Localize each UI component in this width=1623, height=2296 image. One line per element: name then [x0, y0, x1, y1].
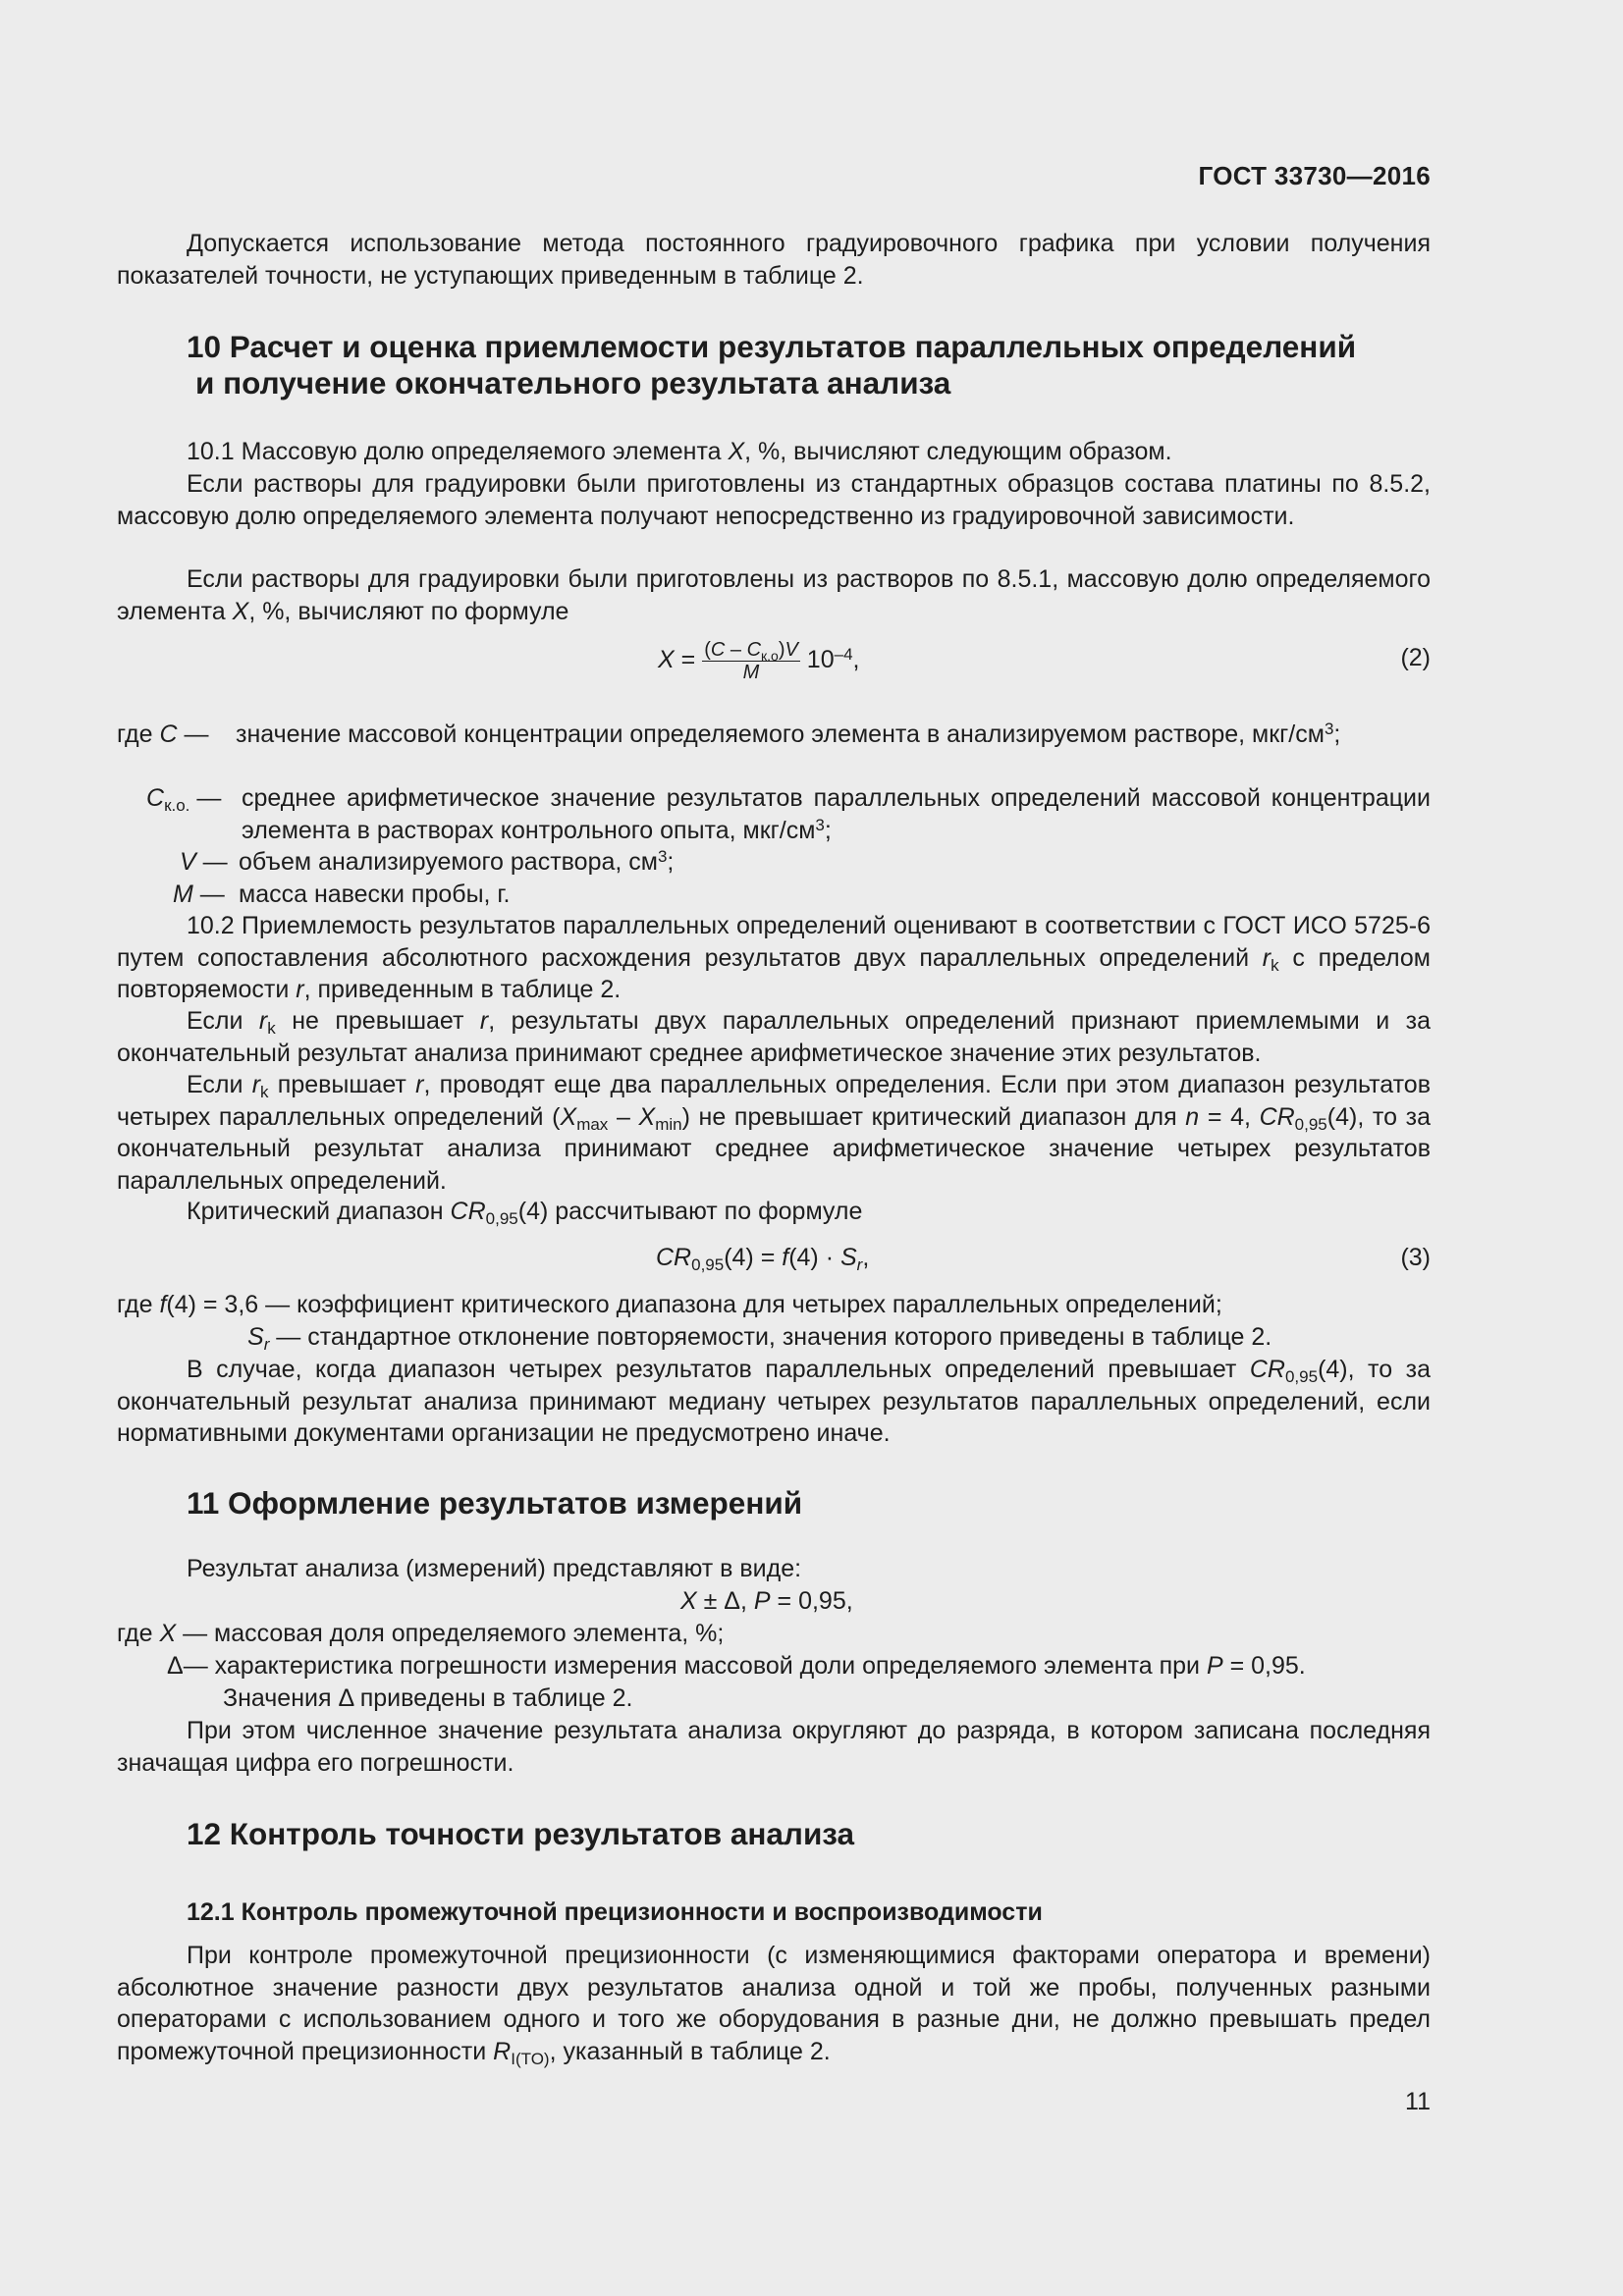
definition-x: где X — массовая доля определяемого элемента, %; [117, 1620, 725, 1647]
paragraph-rounding: При этом численное значение результата анализа округляют до разряда, в котором записана последняя значащая цифра его погрешности. [117, 1717, 1431, 1777]
section-10-title-line1: 10 Расчет и оценка приемлемости результатов параллельных определений [187, 329, 1357, 364]
document-page: ГОСТ 33730—2016 Допускается использование метода постоянного градуировочного графика при условии получения показателей точности, не уступающих приведенным в таблице 2. 10 Расчет и оценка приемлемости результатов параллельных определений и получение окончательного результата анализа 10.1 Массовую долю определяемого элемента X, %, вычисляют следующим образом. Если растворы для градуировки были приготовлены из стандартных образцов состава платины по 8.5.2, массовую долю определяемого элемента получают непосредственно из градуировочной зависимости. Если растворы для градуировки были приготовлены из растворов по 8.5.1, массовую долю определяемого элемента X, %, вычисляют по формуле X = $\frac{(C - C_{к.о})V}{M}$ $10^{-4}$, (2) где C — значение массовой концентрации определяемого элемента в анализируемом растворе, мкг/$см^3$; $C_{к.о.}$ — среднее арифметическое значение результатов параллельных определений массовой концентрации элемента в растворах контрольного опыта, мкг/$см^3$; V — объем анализируемого раствора, $см^3$; M — масса навески пробы, г. 10.2 Приемлемость результатов параллельных определений оценивают в соответствии с ГОСТ ИСО 5725-6 путем сопоставления абсолютного расхождения результатов двух параллельных определений $r_k$ с пределом повторяемости r, приведенным в таблице 2. Если $r_k$ не превышает r, результаты двух параллельных определений признают приемлемыми и за окончательный результат анализа принимают среднее арифметическое значение этих результатов. Если $r_k$ превышает r, проводят еще два параллельных определения. Если при этом диапазон результатов четырех параллельных определений $(X_{max} - X_{min})$ не превышает критический диапазон для n = 4, $CR_{0,95}(4)$, то за окончательный результат анализа принимают среднее арифметическое значение четырех результатов параллельных определений. Критический диапазон $CR_{0,95}(4)$ рассчитывают по формуле $CR_{0,95}(4) = f(4) \cdot S_r$, (3) где f(4) = 3,6 — коэффициент критического диапазона для четырех параллельных определений; $S_r$ — стандартное отклонение повторяемости, значения которого приведены в таблице 2. В случае, когда диапазон четырех результатов параллельных определений превышает $CR_{0,95}(4)$, то за окончательный результат анализа принимают медиану четырех результатов параллельных определений, если нормативными документами организации не предусмотрено иначе. 11 Оформление результатов измерений Результат анализа (измерений) представляют в виде: X ± Δ, P = 0,95, где X — массовая доля определяемого элемента, %; Δ— характеристика погрешности измерения массовой доли определяемого элемента при P = 0,95. Значения Δ приведены в таблице 2. При этом численное значение результата анализа округляют до разряда, в котором записана последняя значащая цифра его погрешности. 12 Контроль точности результатов анализа 12.1 Контроль промежуточной прецизионности и воспроизводимости При контроле промежуточной прецизионности (с изменяющимися факторами оператора и времени) абсолютное значение разности двух результатов анализа одной и той же пробы, полученных разными операторами с использованием одного и того же оборудования в разные дни, не должно превышать предел промежуточной прецизионности $R_{I(TO)}$, указанный в таблице 2. 11 [0, 0, 1623, 2296]
paragraph-solutions: Если растворы для градуировки были приготовлены из растворов по 8.5.1, массовую долю определяемого элемента X, %, вычисляют по формуле [117, 565, 1431, 625]
definition-v: V — объем анализируемого раствора, $см^3$; [180, 847, 675, 876]
definition-f4: где f(4) = 3,6 — коэффициент критического диапазона для четырех параллельных определений; [117, 1291, 1222, 1318]
section-12-title: 12 Контроль точности результатов анализа [187, 1816, 855, 1851]
definition-delta-note: Значения Δ приведены в таблице 2. [223, 1684, 633, 1712]
paragraph-intermediate-precision: При контроле промежуточной прецизионности (с изменяющимися факторами оператора и времени) абсолютное значение разности двух результатов анализа одной и той же пробы, полученных разными операторами с использованием одного и того же оборудования в разные дни, не должно превышать предел промежуточной прецизионности $R_{I(TO)}$, указанный в таблице 2. [117, 1942, 1431, 2068]
paragraph-critical-range: Критический диапазон $CR_{0,95}(4)$ рассчитывают по формуле [187, 1198, 863, 1228]
paragraph-median-case: В случае, когда диапазон четырех результатов параллельных определений превышает $CR_{0,95}(4)$, то за окончательный результат анализа принимают медиану четырех результатов параллельных определений, если нормативными документами организации не предусмотрено иначе. [117, 1356, 1431, 1447]
section-10-heading [117, 329, 1431, 401]
paragraph-10-2: 10.2 Приемлемость результатов параллельных определений оценивают в соответствии с ГОСТ ИСО 5725-6 путем сопоставления абсолютного расхождения результатов двух параллельных определений $r_k$ с пределом повторяемости r, приведенным в таблице 2. [117, 912, 1431, 1003]
definition-cko: $C_{к.о.}$ — среднее арифметическое значение результатов параллельных определений массовой концентрации элемента в растворах контрольного опыта, мкг/$см^3$; [146, 784, 1431, 844]
formula-3-number: (3) [1400, 1244, 1431, 1271]
section-12-1-title: 12.1 Контроль промежуточной прецизионности и воспроизводимости [187, 1898, 1043, 1926]
document-header-id: ГОСТ 33730—2016 [1198, 161, 1431, 190]
definition-delta: Δ— характеристика погрешности измерения массовой доли определяемого элемента при P = 0,95. [167, 1652, 1306, 1680]
formula-2-number: (2) [1400, 644, 1431, 671]
paragraph-10-1: 10.1 Массовую долю определяемого элемента X, %, вычисляют следующим образом. [187, 438, 1172, 465]
section-10-title-line2: и получение окончательного результата анализа [195, 365, 951, 400]
paragraph-standard-samples: Если растворы для градуировки были приготовлены из стандартных образцов состава платины по 8.5.2, массовую долю определяемого элемента получают непосредственно из градуировочной зависимости. [117, 470, 1431, 530]
paragraph-rk-exceed: Если $r_k$ превышает r, проводят еще два параллельных определения. Если при этом диапазон результатов четырех параллельных определений $(X_{max} - X_{min})$ не превышает критический диапазон для n = 4, $CR_{0,95}(4)$, то за окончательный результат анализа принимают среднее арифметическое значение четырех результатов параллельных определений. [117, 1071, 1431, 1195]
section-11-title: 11 Оформление результатов измерений [187, 1485, 803, 1521]
page-number: 11 [1405, 2088, 1431, 2115]
formula-2-fraction: $\frac{(C - C_{к.о})V}{M}$ [704, 639, 798, 683]
definition-sr: $S_r$ — стандартное отклонение повторяемости, значения которого приведены в таблице 2. [247, 1323, 1272, 1354]
definition-c: где C — значение массовой концентрации определяемого элемента в анализируемом растворе, мкг/$см^3$; [117, 720, 1341, 748]
intro-paragraph: Допускается использование метода постоянного градуировочного графика при условии получения показателей точности, не уступающих приведенным в таблице 2. [117, 230, 1431, 290]
paragraph-rk-not-exceed: Если $r_k$ не превышает r, результаты двух параллельных определений признают приемлемыми и за окончательный результат анализа принимают среднее арифметическое значение этих результатов. [117, 1007, 1431, 1067]
definition-m: M — масса навески пробы, г. [173, 881, 511, 908]
paragraph-result-form: Результат анализа (измерений) представляют в виде: [187, 1555, 802, 1582]
